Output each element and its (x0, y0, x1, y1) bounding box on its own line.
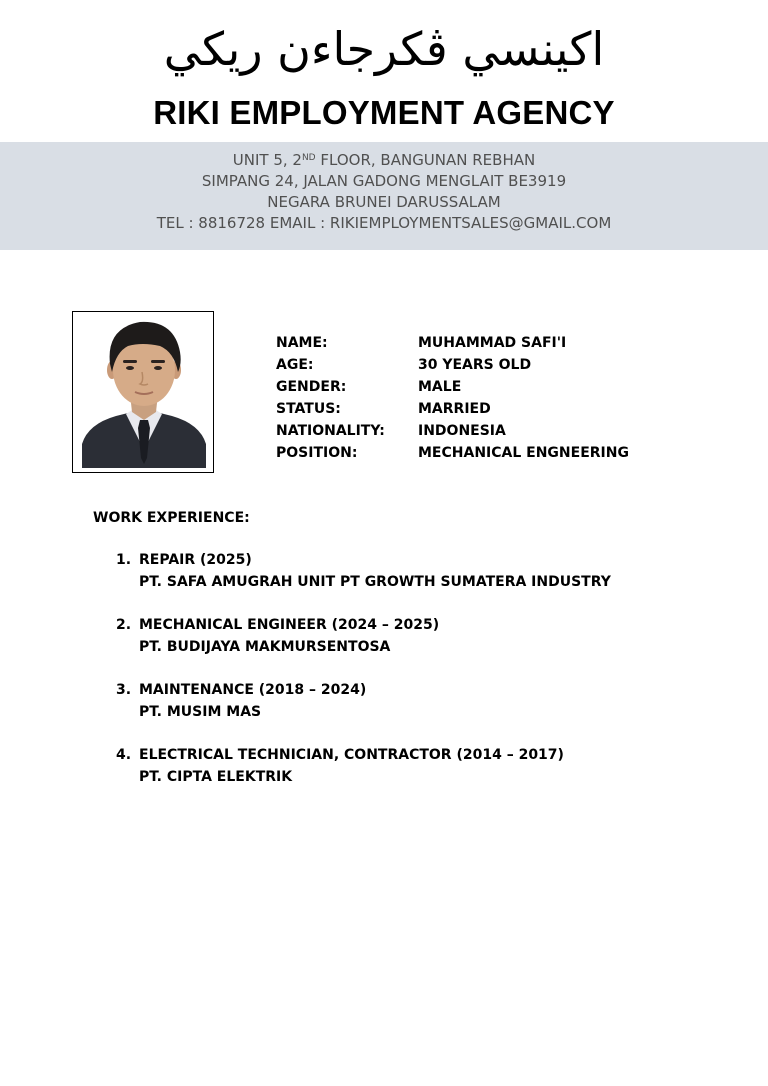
profile-value: 30 YEARS OLD (418, 357, 532, 373)
profile-row-age (276, 354, 629, 376)
job-company: PT. MUSIM MAS (139, 704, 262, 720)
profile-row-name (276, 332, 629, 354)
profile-value: MALE (418, 379, 462, 395)
address-line-1 (0, 150, 768, 171)
profile-label: GENDER: (276, 379, 347, 395)
agency-jawi-name: اكينسي ڤكرجاءن ريكي (163, 22, 605, 76)
address-building: FLOOR, BANGUNAN REBHAN (315, 151, 536, 169)
address-floor-suffix: ND (301, 153, 316, 163)
profile-label: NATIONALITY: (276, 423, 385, 439)
profile-value: MUHAMMAD SAFI'I (418, 335, 567, 351)
list-item (0, 744, 768, 809)
agency-address (0, 150, 768, 234)
profile-value: MECHANICAL ENGNEERING (418, 445, 629, 461)
job-role: MECHANICAL ENGINEER (2024 – 2025) (139, 617, 440, 633)
candidate-profile (276, 332, 629, 464)
profile-row-status (276, 398, 629, 420)
job-company: PT. CIPTA ELEKTRIK (139, 769, 293, 785)
list-number: 2. (116, 617, 132, 633)
address-unit: UNIT 5, 2 (232, 151, 302, 169)
profile-value: INDONESIA (418, 423, 506, 439)
candidate-portrait-image (82, 316, 206, 468)
work-experience-heading: WORK EXPERIENCE: (93, 510, 250, 526)
list-number: 3. (116, 682, 132, 698)
profile-value: MARRIED (418, 401, 491, 417)
list-item (0, 614, 768, 679)
job-company: PT. BUDIJAYA MAKMURSENTOSA (139, 639, 391, 655)
profile-row-position (276, 442, 629, 464)
job-role: REPAIR (2025) (139, 552, 252, 568)
job-company: PT. SAFA AMUGRAH UNIT PT GROWTH SUMATERA INDUSTRY (139, 574, 611, 590)
agency-name: RIKI EMPLOYMENT AGENCY (153, 94, 615, 131)
candidate-photo (72, 311, 214, 473)
profile-label: POSITION: (276, 445, 358, 461)
profile-label: AGE: (276, 357, 314, 373)
profile-row-gender (276, 376, 629, 398)
list-item (0, 549, 768, 614)
work-experience-list (0, 549, 768, 809)
address-line-3: NEGARA BRUNEI DARUSSALAM (267, 193, 501, 211)
address-line-2: SIMPANG 24, JALAN GADONG MENGLAIT BE3919 (201, 172, 567, 190)
job-role: MAINTENANCE (2018 – 2024) (139, 682, 367, 698)
contact-line: TEL : 8816728 EMAIL : RIKIEMPLOYMENTSALES@GMAIL.COM (156, 214, 612, 232)
profile-row-nationality (276, 420, 629, 442)
list-number: 4. (116, 747, 132, 763)
list-number: 1. (116, 552, 132, 568)
job-role: ELECTRICAL TECHNICIAN, CONTRACTOR (2014 – 2017) (139, 747, 564, 763)
list-item (0, 679, 768, 744)
profile-label: STATUS: (276, 401, 341, 417)
profile-label: NAME: (276, 335, 328, 351)
